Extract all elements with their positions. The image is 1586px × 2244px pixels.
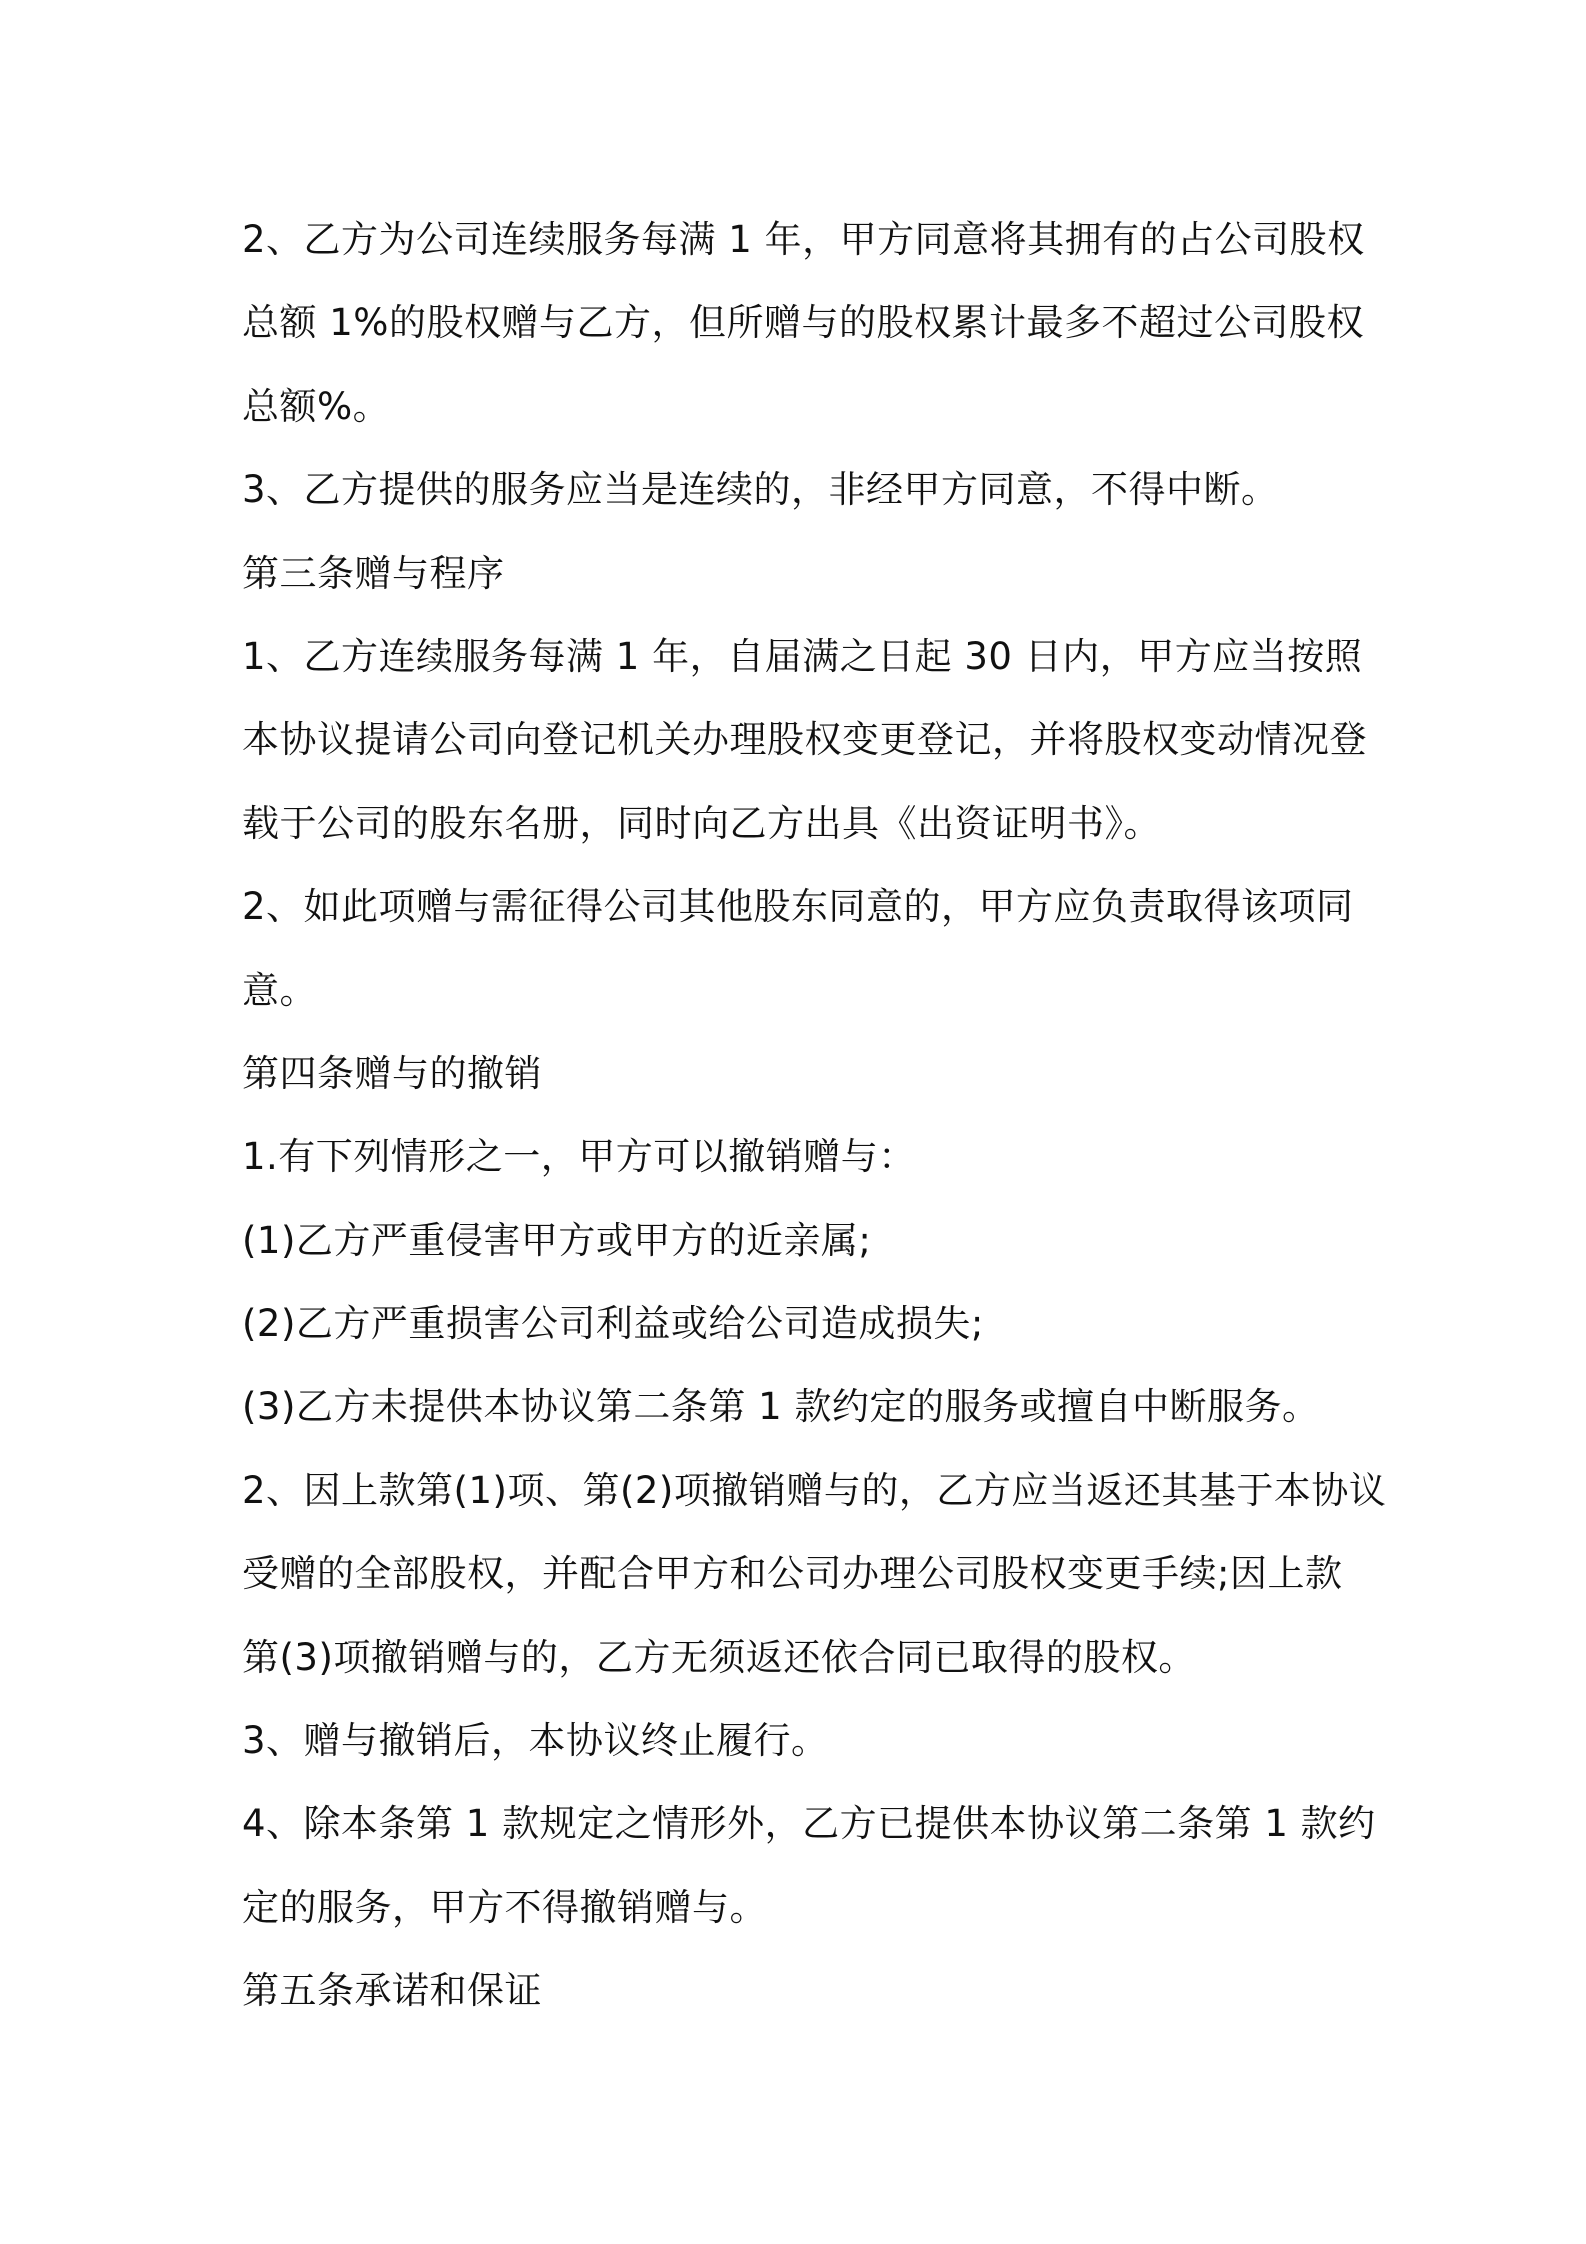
article-5-heading: 第五条承诺和保证 (242, 1969, 542, 2013)
document-body (242, 198, 1387, 2033)
article-3-clause-2-line-1: 2、如此项赠与需征得公司其他股东同意的，甲方应负责取得该项同 (242, 885, 1354, 929)
clause-3-line-1: 3、乙方提供的服务应当是连续的，非经甲方同意，不得中断。 (242, 468, 1279, 512)
article-3-clause-1-line-1: 1、乙方连续服务每满 1 年，自届满之日起 30 日内，甲方应当按照 (242, 634, 1363, 678)
article-4-clause-2-line-3: 第(3)项撤销赠与的，乙方无须返还依合同已取得的股权。 (242, 1635, 1196, 1679)
article-4-item-3: (3)乙方未提供本协议第二条第 1 款约定的服务或擅自中断服务。 (242, 1385, 1320, 1429)
clause-2-line-1: 2、乙方为公司连续服务每满 1 年，甲方同意将其拥有的占公司股权 (242, 218, 1365, 261)
article-4-clause-2-line-1: 2、因上款第(1)项、第(2)项撤销赠与的，乙方应当返还其基于本协议 (242, 1468, 1387, 1512)
article-4-item-2: (2)乙方严重损害公司利益或给公司造成损失; (242, 1302, 984, 1346)
article-3-heading: 第三条赠与程序 (242, 551, 505, 595)
article-3-clause-1-line-3: 载于公司的股东名册，同时向乙方出具《出资证明书》。 (242, 801, 1161, 845)
article-4-item-1: (1)乙方严重侵害甲方或甲方的近亲属; (242, 1218, 872, 1262)
article-3-clause-1-line-2: 本协议提请公司向登记机关办理股权变更登记，并将股权变动情况登 (242, 718, 1367, 762)
article-3-clause-2-line-2: 意。 (242, 968, 317, 1012)
article-4-clause-4-line-1: 4、除本条第 1 款规定之情形外，乙方已提供本协议第二条第 1 款约 (242, 1802, 1376, 1846)
article-4-clause-4-line-2: 定的服务，甲方不得撤销赠与。 (242, 1885, 767, 1929)
clause-2-line-3: 总额%。 (242, 384, 391, 428)
article-4-clause-1-intro: 1.有下列情形之一，甲方可以撤销赠与： (242, 1135, 916, 1179)
article-4-heading: 第四条赠与的撤销 (242, 1051, 542, 1095)
clause-2-line-2: 总额 1%的股权赠与乙方，但所赠与的股权累计最多不超过公司股权 (242, 301, 1364, 345)
article-4-clause-2-line-2: 受赠的全部股权，并配合甲方和公司办理公司股权变更手续;因上款 (242, 1552, 1343, 1596)
article-4-clause-3: 3、赠与撤销后，本协议终止履行。 (242, 1719, 829, 1763)
